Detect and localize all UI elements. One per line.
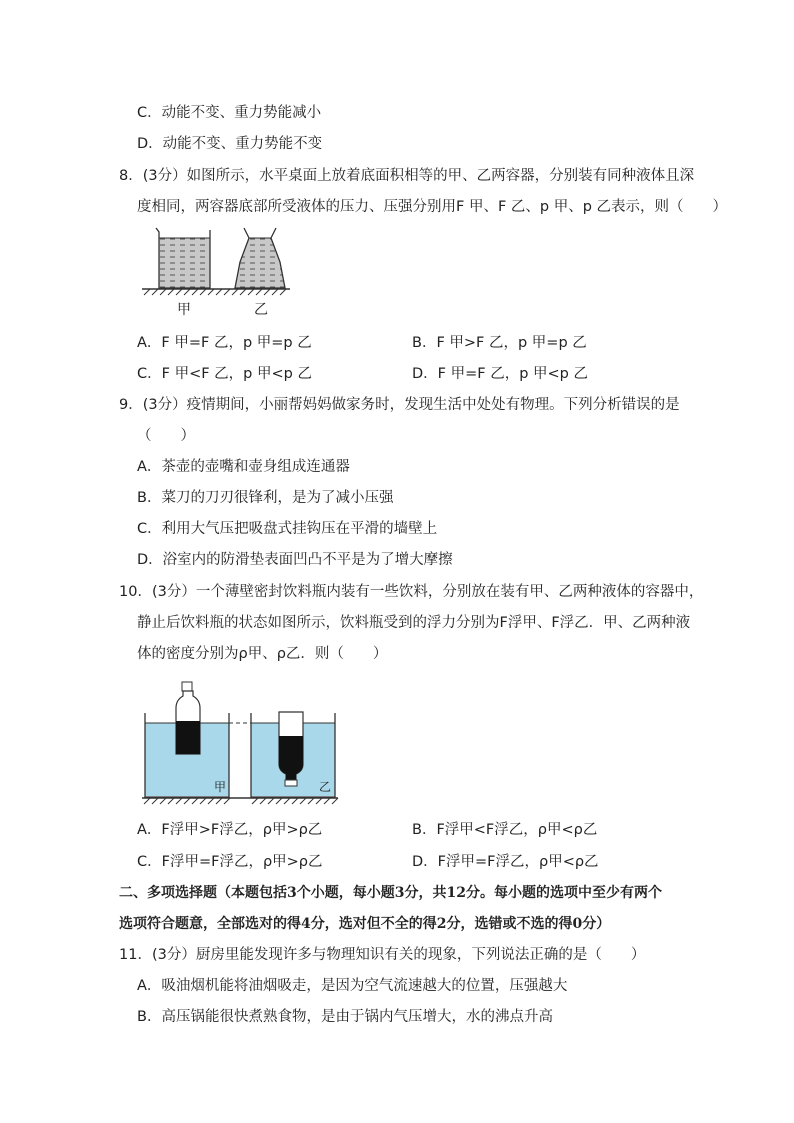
bottle-jia: [176, 682, 200, 754]
q11-option-a: A．吸油烟机能将油烟吸走，是因为空气流速越大的位置，压强越大: [137, 978, 568, 994]
q10-label-yi: 乙: [319, 780, 332, 794]
q9-stem-line2: （ ）: [137, 428, 195, 444]
q10-stem-line3: 体的密度分别为ρ甲、ρ乙．则（ ）: [137, 646, 388, 662]
q9-option-d: D．浴室内的防滑垫表面凹凸不平是为了增大摩擦: [137, 552, 453, 568]
q10-bottles-figure: [138, 676, 378, 806]
q8-option-a: A．F 甲=F 乙，p 甲=p 乙: [137, 335, 312, 351]
q8-containers-figure: [138, 224, 298, 324]
q9-stem-line1: 9．(3分）疫情期间，小丽帮妈妈做家务时，发现生活中处处有物理。下列分析错误的是: [119, 397, 680, 413]
q10-option-a: A．F浮甲>F浮乙，ρ甲>ρ乙: [137, 822, 323, 838]
container-jia: [156, 228, 210, 288]
floor-surface: [142, 798, 338, 804]
container-yi: [235, 228, 285, 288]
section2-heading-line1: 二、多项选择题（本题包括3个小题，每小题3分，共12分。每小题的选项中至少有两个: [119, 885, 662, 901]
q10-option-b: B．F浮甲<F浮乙，ρ甲<ρ乙: [412, 822, 598, 838]
q8-stem-line1: 8．(3分）如图所示，水平桌面上放着底面积相等的甲、乙两容器，分别装有同种液体且深: [119, 168, 695, 184]
q7-option-d: D．动能不变、重力势能不变: [137, 136, 323, 152]
q11-option-b: B．高压锅能很快煮熟食物，是由于锅内气压增大，水的沸点升高: [137, 1009, 553, 1025]
q9-option-b: B．菜刀的刀刃很锋利，是为了减小压强: [137, 490, 394, 506]
q8-label-jia: 甲: [177, 302, 191, 318]
q8-option-b: B．F 甲>F 乙，p 甲=p 乙: [412, 335, 587, 351]
q10-stem-line2: 静止后饮料瓶的状态如图所示，饮料瓶受到的浮力分别为F浮甲、F浮乙．甲、乙两种液: [137, 615, 691, 631]
q8-option-d: D．F 甲=F 乙，p 甲<p 乙: [412, 366, 588, 382]
q7-option-c: C．动能不变、重力势能减小: [137, 105, 322, 121]
q9-option-a: A．茶壶的壶嘴和壶身组成连通器: [137, 459, 350, 475]
q10-stem-line1: 10．(3分）一个薄壁密封饮料瓶内装有一些饮料，分别放在装有甲、乙两种液体的容器中，: [119, 584, 704, 600]
q10-option-d: D．F浮甲=F浮乙，ρ甲<ρ乙: [412, 854, 599, 870]
q8-label-yi: 乙: [254, 302, 268, 318]
q11-stem-line1: 11．(3分）厨房里能发现许多与物理知识有关的现象，下列说法正确的是（ ）: [119, 947, 646, 963]
q9-option-c: C．利用大气压把吸盘式挂钩压在平滑的墙壁上: [137, 521, 438, 537]
q8-option-c: C．F 甲<F 乙，p 甲<p 乙: [137, 366, 312, 382]
q8-stem-line2: 度相同，两容器底部所受液体的压力、压强分别用F 甲、F 乙、p 甲、p 乙表示，则（ ）: [137, 199, 728, 215]
table-surface: [142, 289, 290, 295]
q10-option-c: C．F浮甲=F浮乙，ρ甲>ρ乙: [137, 854, 323, 870]
section2-heading-line2: 选项符合题意，全部选对的得4分，选对但不全的得2分，选错或不选的得0分）: [119, 916, 611, 932]
q10-label-jia: 甲: [214, 780, 227, 794]
